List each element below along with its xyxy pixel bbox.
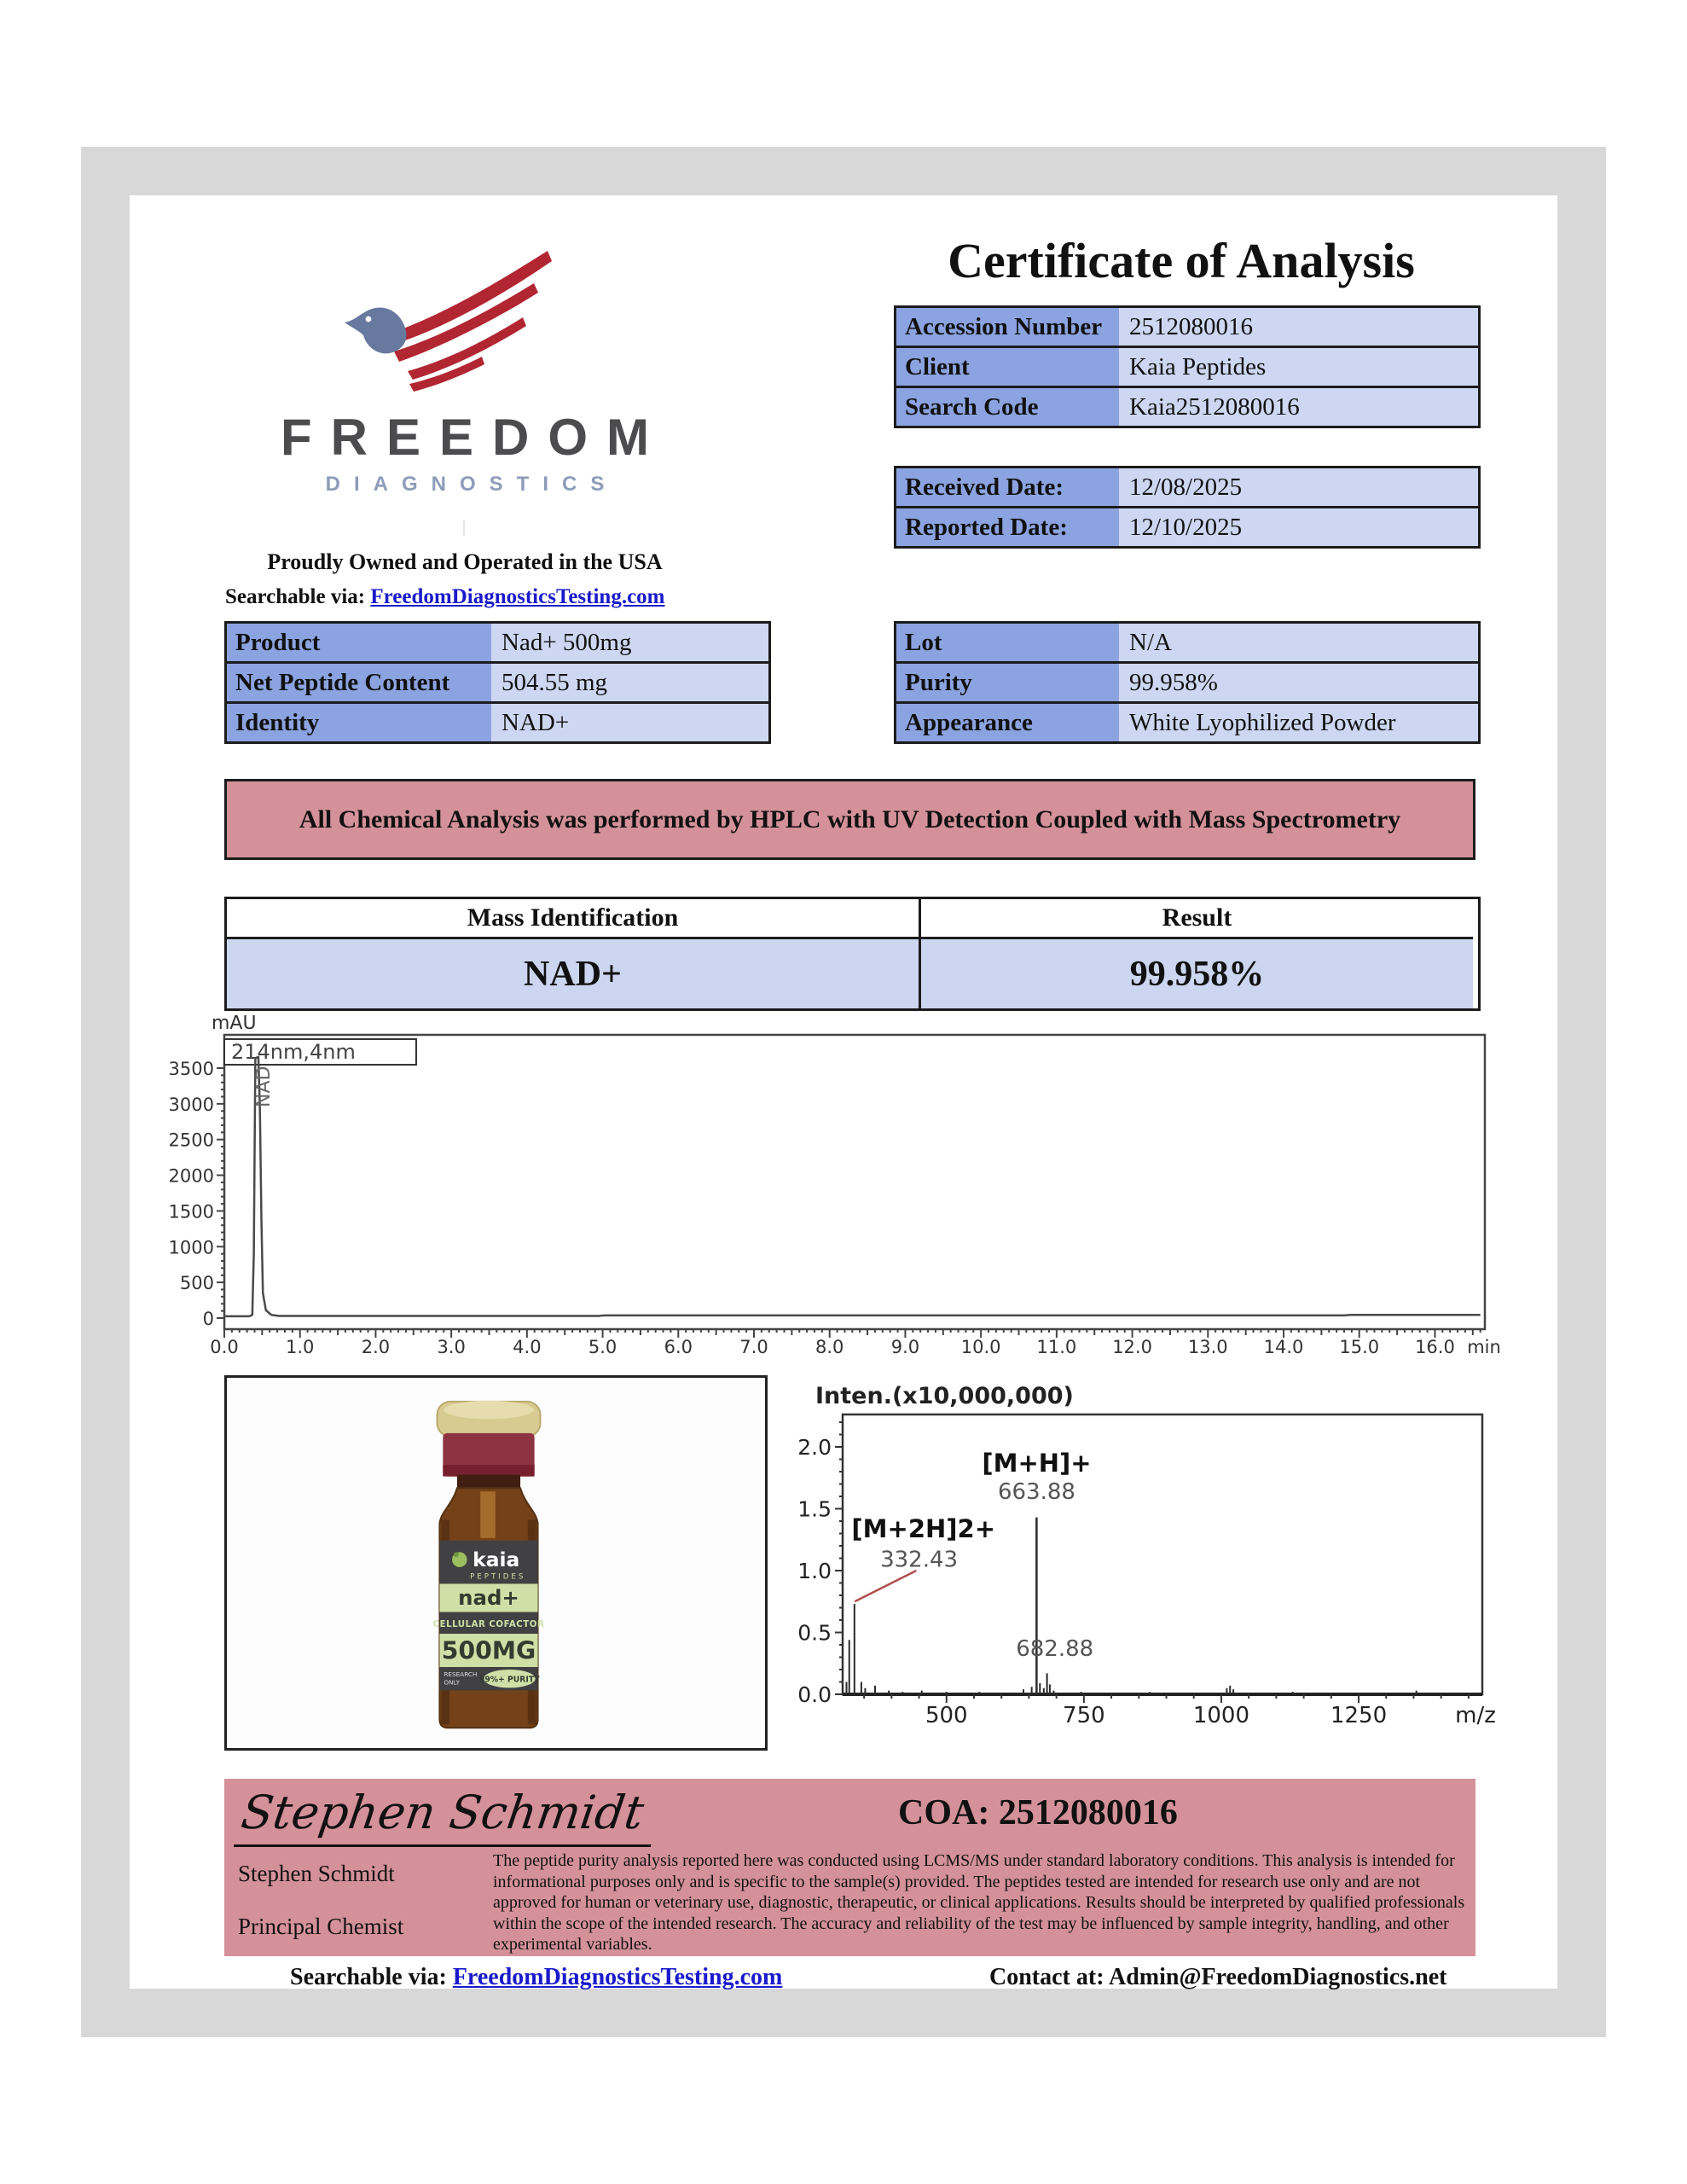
method-banner-text: All Chemical Analysis was performed by HPLC with UV Detection Coupled with Mass Spectrometry (299, 804, 1401, 834)
svg-text:0.0: 0.0 (797, 1682, 832, 1707)
svg-text:0: 0 (202, 1309, 214, 1329)
row-value: 504.55 mg (491, 664, 768, 701)
svg-text:10.0: 10.0 (960, 1337, 1001, 1357)
row-value: White Lyophilized Powder (1119, 704, 1478, 741)
vial-research-2: ONLY (443, 1678, 461, 1687)
footer-searchable (290, 1964, 782, 1991)
vial-research-1: RESEARCH (443, 1670, 478, 1678)
svg-text:3000: 3000 (168, 1094, 214, 1115)
page-title: Certificate of Analysis (948, 233, 1415, 288)
svg-text:Inten.(x10,000,000): Inten.(x10,000,000) (815, 1383, 1074, 1409)
vial-purity-badge-text: 99%+ PURITY (478, 1675, 540, 1685)
dates-table (894, 466, 1481, 549)
row-value: 2512080016 (1119, 308, 1478, 346)
searchable-line (225, 585, 665, 609)
row-value: 99.958% (1119, 664, 1478, 701)
svg-text:11.0: 11.0 (1036, 1337, 1077, 1357)
accession-table (894, 305, 1481, 428)
svg-text:min: min (1467, 1337, 1501, 1357)
svg-text:5.0: 5.0 (588, 1337, 617, 1357)
row-value: NAD+ (491, 704, 768, 741)
logo-subtitle: DIAGNOSTICS (325, 473, 618, 496)
svg-text:1500: 1500 (168, 1201, 214, 1223)
searchable-link[interactable]: FreedomDiagnosticsTesting.com (370, 585, 665, 608)
method-banner (224, 779, 1475, 860)
svg-text:15.0: 15.0 (1339, 1337, 1380, 1357)
footer-contact: Contact at: Admin@FreedomDiagnostics.net (989, 1964, 1447, 1990)
svg-text:14.0: 14.0 (1263, 1337, 1304, 1357)
eagle-flag-logo-icon (333, 246, 563, 399)
svg-text:0.0: 0.0 (210, 1337, 239, 1357)
row-value: 12/08/2025 (1119, 468, 1478, 506)
row-value: Kaia Peptides (1119, 348, 1478, 386)
table-row (896, 704, 1478, 741)
svg-text:[M+2H]2+: [M+2H]2+ (851, 1513, 996, 1543)
table-row (896, 508, 1478, 546)
signature-block (224, 1779, 1475, 1956)
row-label: Received Date: (896, 468, 1119, 506)
logo-wordmark: FREEDOM (281, 409, 668, 466)
hplc-chromatogram-chart (119, 1015, 1510, 1365)
svg-text:1.0: 1.0 (286, 1337, 315, 1357)
table-row (896, 664, 1478, 704)
row-label: Lot (896, 624, 1119, 661)
svg-text:NAD: NAD (253, 1066, 275, 1107)
row-label: Identity (227, 704, 491, 741)
svg-text:332.43: 332.43 (880, 1547, 959, 1573)
tagline: Proudly Owned and Operated in the USA (267, 549, 663, 574)
svg-text:12.0: 12.0 (1112, 1337, 1152, 1357)
mass-table-header-row (227, 899, 1478, 937)
svg-text:1000: 1000 (1192, 1703, 1250, 1728)
svg-text:1.0: 1.0 (797, 1559, 832, 1583)
searchable-prefix: Searchable via: (225, 585, 366, 608)
svg-text:mAU: mAU (212, 1015, 257, 1034)
svg-text:[M+H]+: [M+H]+ (982, 1449, 1092, 1478)
svg-text:4.0: 4.0 (513, 1337, 542, 1357)
svg-text:1.5: 1.5 (797, 1496, 832, 1522)
mass-spectrum-chart (793, 1378, 1514, 1757)
table-row (896, 624, 1478, 664)
svg-text:750: 750 (1063, 1703, 1105, 1728)
coa-number: COA: 2512080016 (898, 1793, 1178, 1833)
logo-divider-tick: | (462, 517, 467, 536)
table-row (227, 624, 768, 664)
svg-text:9.0: 9.0 (890, 1337, 920, 1357)
row-label: Reported Date: (896, 508, 1119, 546)
row-label: Purity (896, 664, 1119, 701)
vial-descriptor: CELLULAR COFACTOR (432, 1619, 545, 1630)
vial-brand: kaia (472, 1547, 520, 1571)
svg-text:3500: 3500 (168, 1059, 214, 1079)
row-value: N/A (1119, 624, 1478, 661)
result-header: Result (921, 899, 1473, 937)
chemist-name: Stephen Schmidt (238, 1861, 395, 1886)
vial-strength: 500MG (441, 1636, 536, 1665)
svg-text:682.88: 682.88 (1016, 1636, 1094, 1663)
signature-script: Stephen Schmidt (234, 1786, 659, 1847)
mass-table-data-row (227, 937, 1478, 1008)
svg-text:m/z: m/z (1455, 1703, 1496, 1728)
vial-brand-sub: PEPTIDES (470, 1572, 526, 1582)
table-row (896, 348, 1478, 388)
disclaimer-text: The peptide purity analysis reported here was conducted using LCMS/MS under standard laboratory conditions. This analysis is intended for informational purposes only and is specific to the sample(s) provided. The peptides tested are intended for research use only and are not approved for human or veterinary use, diagnostic, therapeutic, or clinical applications. Results should be interpreted by qualified professionals within the scope of the intended research. The accuracy and reliability of the test may be influenced by sample integrity, handling, and other experimental variables. (493, 1851, 1465, 1954)
row-label: Search Code (896, 388, 1119, 426)
row-value: Kaia2512080016 (1119, 388, 1478, 426)
vial-label (433, 1541, 545, 1691)
table-row (896, 468, 1478, 508)
row-value: Nad+ 500mg (491, 624, 768, 661)
chemist-title: Principal Chemist (238, 1914, 404, 1939)
footer-searchable-prefix: Searchable via: (290, 1964, 447, 1990)
mass-id-header: Mass Identification (227, 899, 921, 937)
svg-text:2.0: 2.0 (797, 1435, 832, 1460)
svg-text:0.5: 0.5 (797, 1620, 832, 1646)
table-row (227, 664, 768, 704)
svg-text:6.0: 6.0 (664, 1337, 693, 1357)
svg-text:7.0: 7.0 (739, 1337, 768, 1357)
svg-text:214nm,4nm: 214nm,4nm (231, 1040, 356, 1064)
svg-text:8.0: 8.0 (815, 1337, 844, 1357)
row-label: Appearance (896, 704, 1119, 741)
table-row (896, 308, 1478, 348)
svg-text:2000: 2000 (168, 1165, 214, 1187)
mass-id-value: NAD+ (227, 937, 921, 1008)
svg-text:16.0: 16.0 (1415, 1337, 1455, 1357)
svg-text:3.0: 3.0 (437, 1337, 466, 1357)
table-row (896, 388, 1478, 426)
mass-identification-table (224, 897, 1481, 1011)
table-row (227, 704, 768, 741)
svg-text:663.88: 663.88 (997, 1478, 1075, 1505)
row-label: Accession Number (896, 308, 1119, 346)
svg-text:500: 500 (179, 1273, 214, 1294)
svg-text:1250: 1250 (1330, 1703, 1388, 1728)
svg-text:13.0: 13.0 (1187, 1337, 1228, 1357)
vial-product-name: nad+ (458, 1584, 519, 1610)
svg-text:2.0: 2.0 (361, 1337, 391, 1357)
row-label: Client (896, 348, 1119, 386)
footer-searchable-link[interactable]: FreedomDiagnosticsTesting.com (452, 1964, 783, 1990)
row-label: Net Peptide Content (227, 664, 491, 701)
svg-text:2500: 2500 (168, 1130, 214, 1151)
result-value: 99.958% (921, 937, 1473, 1008)
product-table (224, 621, 771, 744)
row-label: Product (227, 624, 491, 661)
row-value: 12/10/2025 (1119, 508, 1478, 546)
svg-text:1000: 1000 (168, 1237, 214, 1258)
svg-text:500: 500 (925, 1703, 968, 1728)
lot-table (894, 621, 1481, 744)
vial-photo-box (224, 1375, 768, 1751)
vial-photo (408, 1395, 570, 1736)
